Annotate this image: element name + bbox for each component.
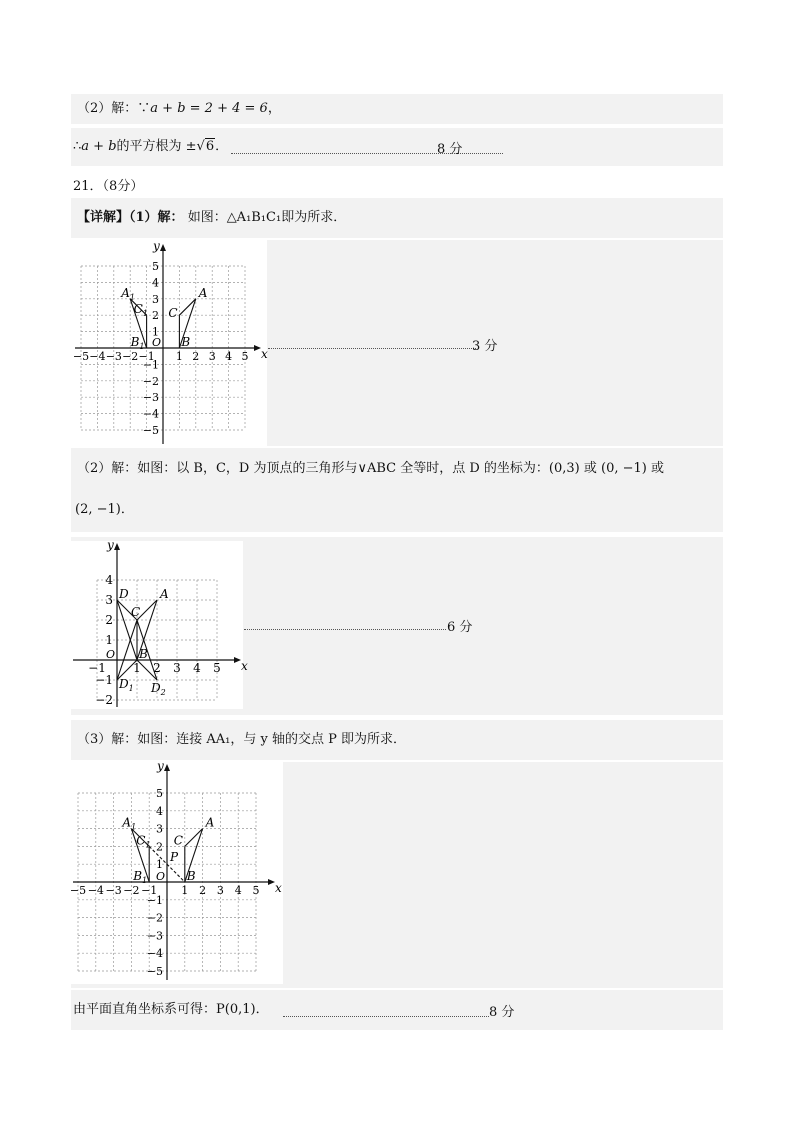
y-tick-label: 1 (105, 633, 113, 647)
x-axis-arrow (254, 345, 261, 351)
score-mark: 3 分 (472, 339, 498, 354)
x-tick-label: −5 (69, 884, 87, 897)
score-mark: 6 分 (447, 620, 473, 635)
q21-part3-text: （3）解：如图：连接 AA₁，与 y 轴的交点 P 即为所求． (77, 732, 407, 747)
point-label-c1-subscript: 1 (142, 309, 148, 319)
x-tick-label: 2 (153, 661, 161, 675)
point-label-a1: $A_1$ (122, 815, 137, 832)
point-label-c: C (173, 833, 183, 848)
q21-part1-text: 【详解】（1）解： 如图：△A₁B₁C₁即为所求． (77, 210, 347, 225)
q21-part2-text-cont: (2, −1)． (75, 502, 134, 517)
point-label-b: B (186, 869, 196, 883)
question-21-header: 21．（8分） (73, 179, 144, 194)
point-label-a: A (198, 285, 208, 300)
x-tick-label: −4 (87, 884, 104, 897)
graph1-panel (71, 240, 267, 446)
origin-label: O (156, 870, 166, 883)
point-label-d2: $D_2$ (151, 681, 166, 697)
point-label-a1-subscript: 1 (131, 822, 137, 832)
x-tick-label: −3 (105, 884, 122, 897)
point-label-d1: $D_1$ (119, 677, 134, 693)
y-tick-label: −5 (142, 424, 159, 437)
y-tick-label: 5 (152, 260, 159, 273)
x-tick-label: −3 (105, 350, 122, 363)
score-mark: 8 分 (437, 142, 463, 157)
answer-row-q21-graph1 (71, 240, 723, 446)
x-tick-label: 1 (175, 350, 183, 363)
q20-part2-line1: （2）解：∵a + b = 2 + 4 = 6， (77, 101, 281, 116)
x-tick-label: 1 (181, 884, 189, 897)
y-tick-label: −1 (95, 673, 113, 687)
score-leader-dots (268, 348, 476, 349)
answer-row-q21-graph2 (71, 537, 723, 715)
y-tick-label: −4 (146, 947, 163, 961)
point-label-b1-subscript: 1 (139, 342, 145, 351)
point-label-a1: $A_1$ (121, 285, 135, 302)
y-tick-label: −2 (95, 693, 113, 707)
graph3-panel (69, 759, 283, 984)
origin-label: O (152, 336, 162, 349)
x-axis-label: x (275, 881, 282, 895)
answer-row-q21-part3-result (71, 990, 723, 1030)
answer-row-q20-part2-line1 (71, 94, 723, 124)
x-tick-label: 3 (173, 661, 181, 675)
graph2-panel (71, 538, 248, 709)
y-tick-label: 2 (152, 309, 159, 323)
point-label-d1-subscript: 1 (128, 684, 134, 693)
y-axis-arrow (164, 764, 170, 771)
y-tick-label: 3 (156, 822, 163, 836)
point-label-a1-subscript: 1 (129, 292, 135, 302)
y-tick-label: 4 (156, 804, 163, 818)
point-label-c1-subscript: 1 (145, 840, 151, 850)
y-tick-label: 4 (152, 276, 159, 290)
point-label-b1: $B_1$ (133, 869, 148, 885)
x-tick-label: 4 (225, 350, 233, 363)
y-tick-label: 1 (152, 325, 159, 339)
point-label-a: A (160, 587, 169, 601)
point-label-c1: $C_1$ (136, 833, 151, 850)
x-tick-label: −1 (88, 661, 106, 675)
q21-part3-result: 由平面直角坐标系可得：P(0,1)． (73, 1002, 269, 1017)
y-tick-label: 5 (156, 787, 163, 800)
y-tick-label: 1 (156, 858, 163, 872)
point-label-a: A (205, 815, 215, 830)
coordinate-graph-3 (69, 759, 283, 984)
y-tick-label: −2 (146, 911, 163, 925)
q20-part2-line2: ∴a + b的平方根为 ±√6． (73, 139, 229, 154)
answer-row-q21-part2 (71, 448, 723, 532)
x-tick-label: 2 (192, 350, 200, 363)
y-tick-label: −4 (142, 407, 159, 421)
score-mark: 8 分 (489, 1005, 515, 1020)
y-axis-label: y (107, 538, 114, 552)
x-tick-label: −2 (123, 884, 140, 897)
x-tick-label: 4 (234, 884, 242, 897)
x-tick-label: 4 (193, 661, 201, 675)
y-tick-label: 3 (105, 593, 113, 607)
answer-row-q21-part1 (71, 198, 723, 238)
x-tick-label: 5 (213, 661, 221, 675)
coordinate-graph-2 (71, 538, 248, 709)
y-axis-arrow (160, 244, 166, 251)
y-tick-label: 4 (105, 573, 113, 587)
coordinate-graph-1 (71, 240, 267, 446)
origin-label: O (106, 648, 116, 661)
x-axis-arrow (268, 879, 275, 885)
x-tick-label: −1 (141, 884, 158, 897)
x-tick-label: −4 (89, 350, 106, 363)
y-tick-label: −1 (142, 358, 159, 372)
x-tick-label: 3 (208, 350, 216, 363)
y-tick-label: 3 (152, 292, 159, 306)
x-tick-label: −2 (122, 350, 139, 363)
y-tick-label: −5 (146, 965, 163, 978)
point-label-b: B (139, 647, 148, 661)
answer-row-q21-graph3 (69, 759, 723, 988)
point-label-b1-subscript: 1 (142, 876, 148, 885)
y-tick-label: −3 (142, 391, 159, 405)
y-axis-arrow (114, 543, 120, 550)
score-leader-dots (244, 629, 446, 630)
score-leader-dots (283, 1016, 489, 1017)
point-label-c: C (168, 306, 178, 321)
x-axis-label: x (241, 659, 248, 673)
point-label-d2-subscript: 2 (160, 688, 166, 697)
point-label-d: D (119, 587, 129, 601)
answer-row-q21-part3 (71, 720, 723, 760)
point-label-b: B (181, 335, 191, 349)
x-tick-label: 5 (252, 884, 260, 897)
x-tick-label: 3 (216, 884, 224, 897)
point-label-c: C (131, 605, 141, 619)
x-tick-label: 1 (133, 661, 141, 675)
q21-part2-text: （2）解：如图：以 B，C，D 为顶点的三角形与∨ABC 全等时，点 D 的坐标为：(0,3) 或 (0, −1) 或 (77, 461, 664, 476)
x-tick-label: −5 (72, 350, 90, 363)
point-label-b1: $B_1$ (130, 335, 145, 351)
x-axis-label: x (261, 347, 268, 361)
point-label-p: P (170, 850, 179, 865)
x-axis-arrow (234, 657, 241, 663)
y-axis-label: y (157, 759, 164, 773)
answer-row-q20-part2-line2 (71, 128, 723, 166)
y-tick-label: 2 (105, 613, 113, 627)
y-tick-label: −2 (142, 374, 159, 388)
x-tick-label: 5 (241, 350, 249, 363)
point-label-c1: $C_1$ (133, 302, 148, 319)
y-tick-label: 2 (156, 840, 163, 854)
y-axis-label: y (153, 239, 160, 253)
y-tick-label: −1 (146, 893, 163, 907)
x-tick-label: −1 (138, 350, 155, 363)
y-tick-label: −3 (146, 929, 163, 943)
x-tick-label: 2 (199, 884, 207, 897)
